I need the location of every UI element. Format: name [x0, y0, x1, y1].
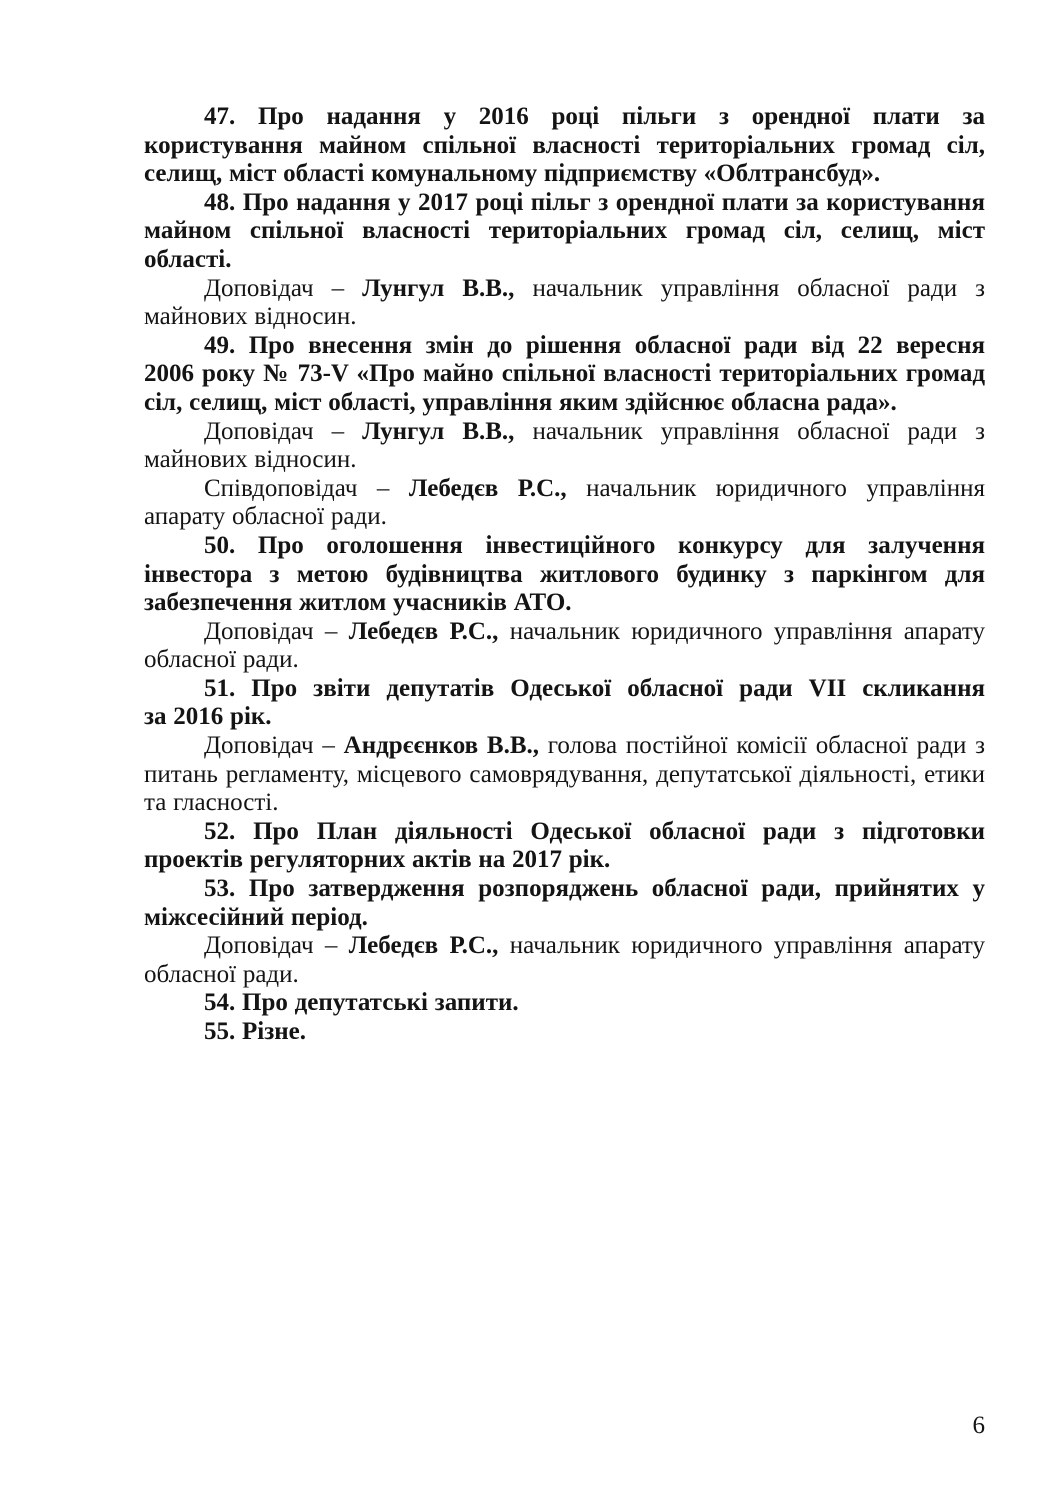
paragraph: [144, 932, 985, 989]
bold-text-segment: за 2016 рік.: [144, 703, 272, 731]
text-segment: питань регламенту, місцевого самоврядування, депутатської діяльності, етики: [144, 760, 985, 788]
text-line: [144, 360, 985, 389]
text-line: [144, 532, 985, 561]
paragraph: [144, 875, 985, 932]
bold-text-segment: 52. Про План діяльності Одеської обласної ради з підготовки: [204, 817, 985, 845]
bold-text-segment: Лунгул В.В.,: [362, 274, 515, 302]
bold-text-segment: проектів регуляторних актів на 2017 рік.: [144, 846, 611, 874]
bold-text-segment: 51. Про звіти депутатів Одеської обласної ради VII скликання: [204, 674, 985, 702]
bold-text-segment: користування майном спільної власності територіальних громад сіл,: [144, 131, 985, 159]
page-number: 6: [972, 1412, 985, 1439]
text-line: [144, 418, 985, 447]
bold-text-segment: 53. Про затвердження розпоряджень обласної ради, прийнятих у: [204, 875, 985, 903]
bold-text-segment: інвестора з метою будівництва житлового будинку з паркінгом для: [144, 560, 985, 588]
bold-text-segment: Лунгул В.В.,: [362, 417, 515, 445]
paragraph: [144, 532, 985, 618]
text-segment: начальник юридичного управління апарату: [498, 932, 985, 960]
bold-text-segment: селищ, міст області комунальному підприємству «Облтрансбуд».: [144, 160, 881, 188]
bold-text-segment: області.: [144, 245, 232, 273]
text-line: [144, 275, 985, 304]
text-line: [144, 589, 985, 618]
bold-text-segment: 47. Про надання у 2016 році пільги з орендної плати за: [204, 103, 985, 130]
paragraph: [144, 618, 985, 675]
text-line: [144, 132, 985, 161]
text-line: [144, 675, 985, 704]
paragraph: [144, 332, 985, 418]
text-line: [144, 217, 985, 246]
text-segment: голова постійної комісії обласної ради з: [539, 732, 985, 760]
bold-text-segment: 50. Про оголошення інвестиційного конкурсу для залучення: [204, 531, 985, 559]
text-segment: обласної ради.: [144, 960, 299, 988]
paragraph: [144, 475, 985, 532]
paragraph: [144, 1018, 985, 1047]
bold-text-segment: Андрєєнков В.В.,: [343, 732, 539, 760]
paragraph: [144, 103, 985, 189]
text-segment: Доповідач –: [204, 617, 349, 645]
text-line: [144, 189, 985, 218]
bold-text-segment: забезпечення житлом учасників АТО.: [144, 589, 572, 617]
bold-text-segment: 48. Про надання у 2017 році пільг з орендної плати за користування: [204, 188, 985, 216]
text-line: [144, 303, 985, 332]
bold-text-segment: 49. Про внесення змін до рішення обласної ради від 22 вересня: [204, 331, 985, 359]
text-line: [144, 1018, 985, 1047]
text-segment: Доповідач –: [204, 274, 363, 302]
text-segment: Доповідач –: [204, 732, 344, 760]
text-line: [144, 389, 985, 418]
text-line: [144, 989, 985, 1018]
document-body: [144, 103, 985, 1047]
text-segment: начальник юридичного управління: [566, 474, 985, 502]
text-line: [144, 703, 985, 732]
text-line: [144, 761, 985, 790]
text-segment: майнових відносин.: [144, 446, 357, 474]
paragraph: [144, 275, 985, 332]
paragraph: [144, 818, 985, 875]
text-segment: апарату обласної ради.: [144, 503, 387, 531]
text-line: [144, 503, 985, 532]
text-segment: Співдоповідач –: [204, 474, 409, 502]
text-line: [144, 846, 985, 875]
text-line: [144, 446, 985, 475]
text-segment: начальник управління обласної ради з: [514, 274, 985, 302]
text-line: [144, 646, 985, 675]
text-segment: обласної ради.: [144, 646, 299, 674]
text-line: [144, 475, 985, 504]
bold-text-segment: Лебедєв Р.С.,: [348, 617, 499, 645]
text-line: [144, 332, 985, 361]
text-segment: начальник юридичного управління апарату: [498, 617, 985, 645]
bold-text-segment: 55. Різне.: [204, 1018, 307, 1045]
bold-text-segment: міжсесійний період.: [144, 903, 368, 931]
paragraph: [144, 732, 985, 818]
paragraph: [144, 189, 985, 275]
bold-text-segment: Лебедєв Р.С.,: [408, 474, 567, 502]
text-segment: та гласності.: [144, 789, 279, 817]
bold-text-segment: 54. Про депутатські запити.: [204, 989, 519, 1017]
text-line: [144, 875, 985, 904]
text-line: [144, 932, 985, 961]
bold-text-segment: 2006 року № 73-V «Про майно спільної власності територіальних громад: [144, 360, 985, 388]
text-line: [144, 904, 985, 933]
text-line: [144, 818, 985, 847]
bold-text-segment: майном спільної власності територіальних громад сіл, селищ, міст: [144, 217, 985, 245]
paragraph: [144, 989, 985, 1018]
paragraph: [144, 675, 985, 732]
text-line: [144, 961, 985, 990]
text-segment: Доповідач –: [204, 417, 363, 445]
text-segment: начальник управління обласної ради з: [514, 417, 985, 445]
bold-text-segment: Лебедєв Р.С.,: [348, 932, 499, 960]
text-line: [144, 789, 985, 818]
bold-text-segment: сіл, селищ, міст області, управління яким здійснює обласна рада».: [144, 388, 897, 416]
paragraph: [144, 418, 985, 475]
text-line: [144, 618, 985, 647]
text-line: [144, 246, 985, 275]
text-line: [144, 103, 985, 132]
text-segment: Доповідач –: [204, 932, 349, 960]
text-line: [144, 732, 985, 761]
text-line: [144, 561, 985, 590]
text-line: [144, 160, 985, 189]
text-segment: майнових відносин.: [144, 303, 357, 331]
